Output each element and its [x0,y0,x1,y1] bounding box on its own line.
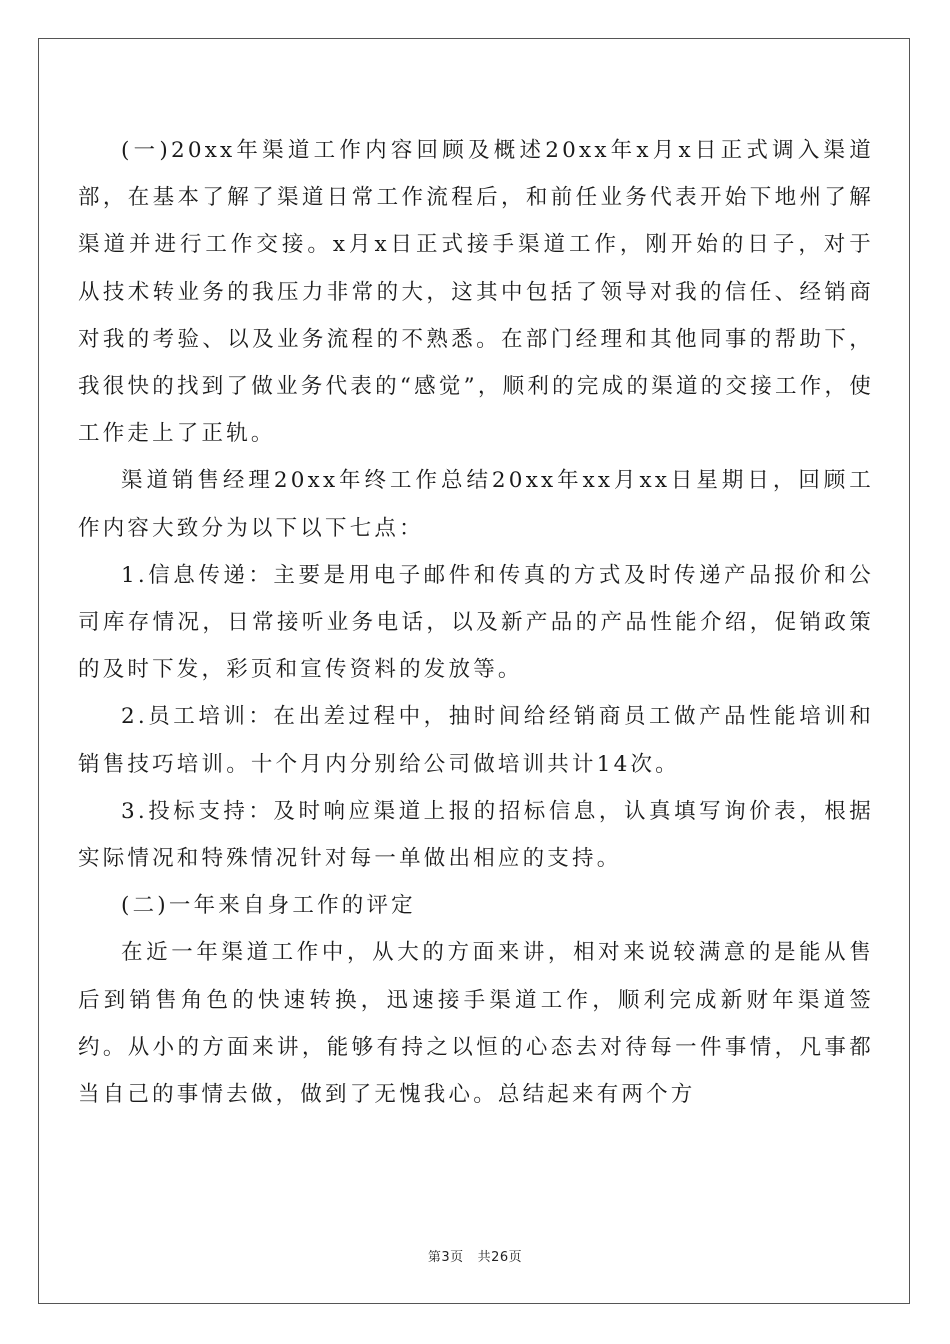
paragraph-staff-training: 2.员工培训：在出差过程中，抽时间给经销商员工做产品性能培训和销售技巧培训。十个月内分别给公司做培训共计14次。 [78,704,874,777]
section-heading-self-evaluation: (二)一年来自身工作的评定 [121,893,416,919]
page-number: 第3页 [427,1250,464,1265]
paragraph-info-delivery: 1.信息传递：主要是用电子邮件和传真的方式及时传递产品报价和公司库存情况，日常接听业务电话，以及新产品的产品性能介绍，促销政策的及时下发，彩页和宣传资料的发放等。 [78,562,874,683]
paragraph-summary-intro: 渠道销售经理20xx年终工作总结20xx年xx月xx日星期日，回顾工作内容大致分为以下以下七点： [78,468,874,541]
paragraph-bid-support: 3.投标支持：及时响应渠道上报的招标信息，认真填写询价表，根据实际情况和特殊情况针对每一单做出相应的支持。 [78,798,874,872]
paragraph-review-overview: (一)20xx年渠道工作内容回顾及概述20xx年x月x日正式调入渠道部，在基本了解了渠道日常工作流程后，和前任业务代表开始下地州了解渠道并进行工作交接。x月x日正式接手渠道工作，刚开始的日子，对于从技术转业务的我压力非常的大，这其中包括了领导对我的信任、经销商对我的考验、以及业务流程的不熟悉。在部门经理和其他同事的帮助下，我很快的找到了做业务代表的“感觉”，顺利的完成的渠道的交接工作，使工作走上了正轨。 [78,138,874,447]
page-footer [0,1246,950,1265]
paragraph-self-evaluation: 在近一年渠道工作中，从大的方面来讲，相对来说较满意的是能从售后到销售角色的快速转换，迅速接手渠道工作，顺利完成新财年渠道签约。从小的方面来讲，能够有持之以恒的心态去对待每一件事情，凡事都当自己的事情去做，做到了无愧我心。总结起来有两个方 [78,940,874,1108]
document-body [78,127,874,1118]
page-total: 共26页 [477,1250,523,1265]
